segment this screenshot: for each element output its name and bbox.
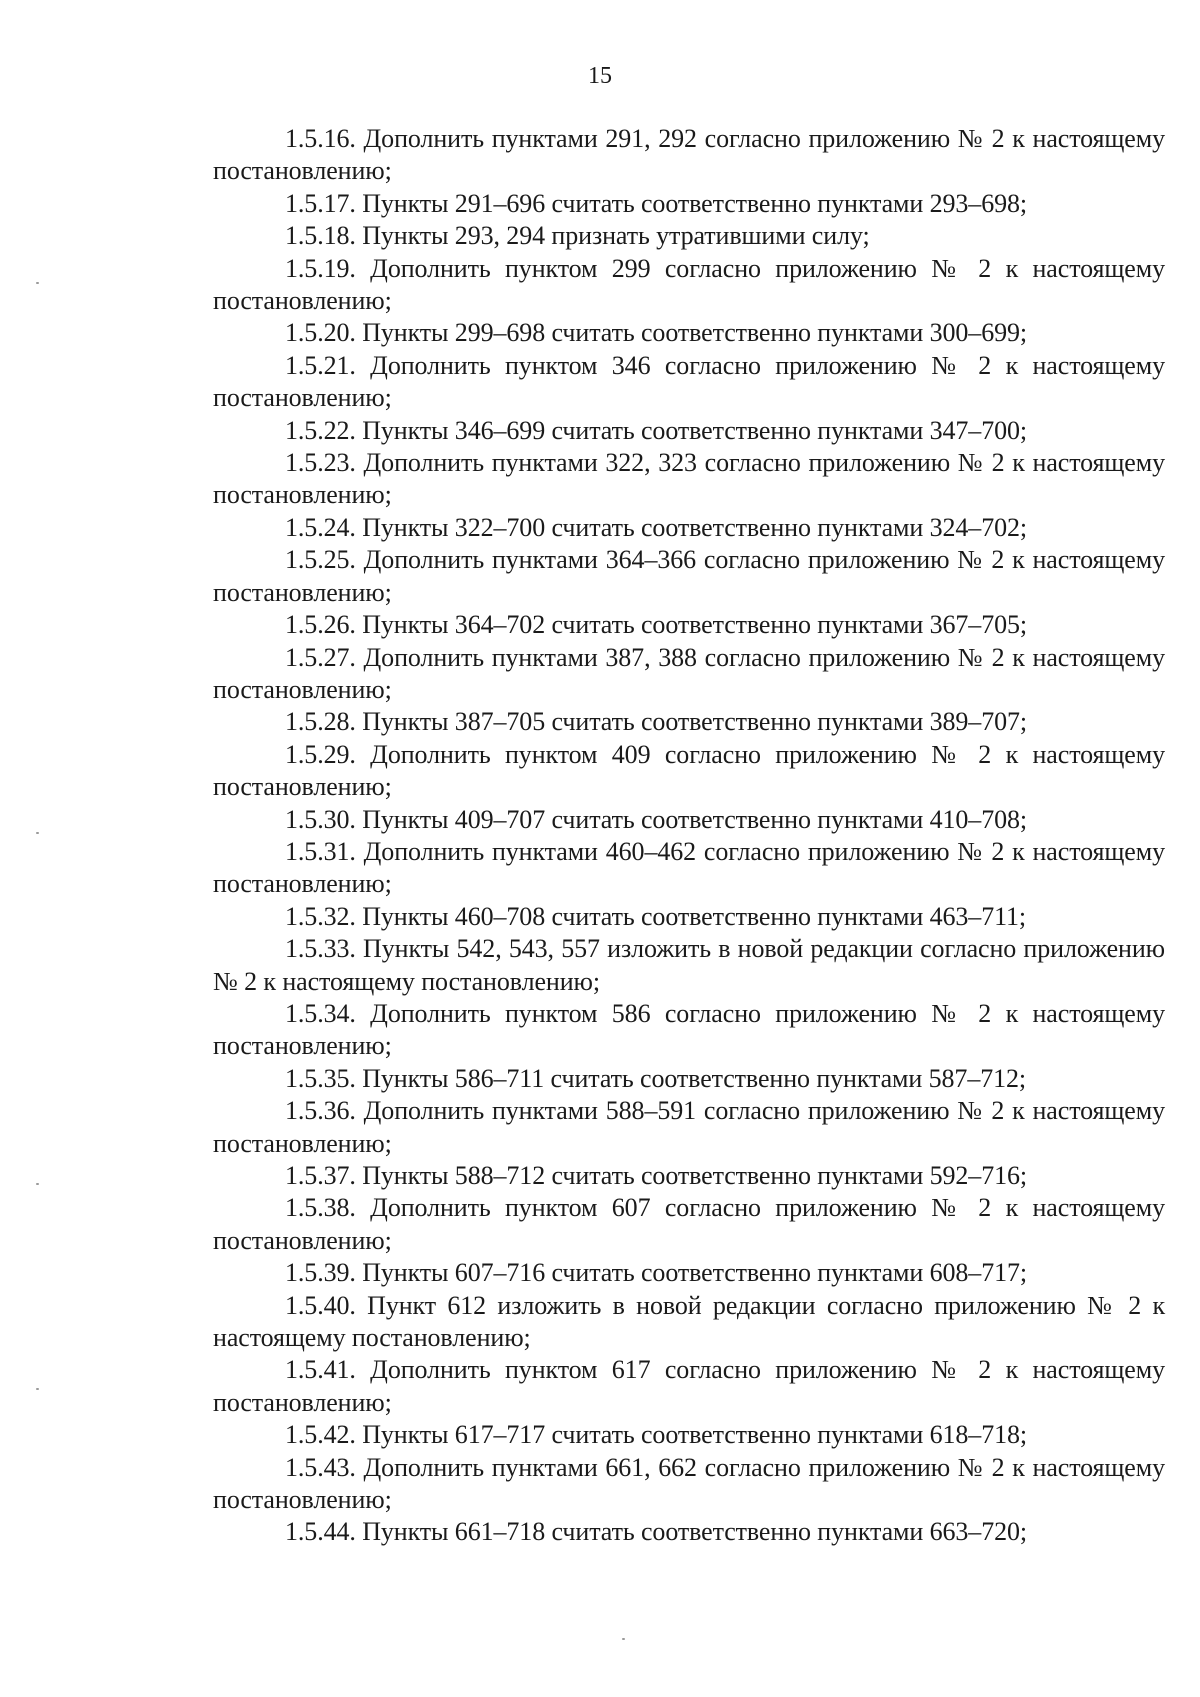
paragraph-1-5-34: 1.5.34. Дополнить пунктом 586 согласно приложению № 2 к настоящему постановлению; — [213, 998, 1165, 1061]
paragraph-1-5-25: 1.5.25. Дополнить пунктами 364–366 согласно приложению № 2 к настоящему постановлению; — [213, 545, 1165, 607]
paragraph-1-5-44: 1.5.44. Пункты 661–718 считать соответственно пунктами 663–720; — [285, 1517, 1028, 1547]
scan-speck — [36, 832, 39, 834]
paragraph-1-5-28: 1.5.28. Пункты 387–705 считать соответственно пунктами 389–707; — [285, 707, 1028, 737]
paragraph-1-5-22: 1.5.22. Пункты 346–699 считать соответственно пунктами 347–700; — [285, 415, 1028, 445]
paragraph-1-5-43: 1.5.43. Дополнить пунктами 661, 662 согласно приложению № 2 к настоящему постановлению; — [213, 1452, 1165, 1515]
document-body — [213, 123, 1165, 1549]
paragraph-1-5-27: 1.5.27. Дополнить пунктами 387, 388 согласно приложению № 2 к настоящему постановлению; — [213, 642, 1165, 704]
paragraph-1-5-40: 1.5.40. Пункт 612 изложить в новой редакции согласно приложению № 2 к настоящему постановлению; — [213, 1290, 1165, 1353]
paragraph-1-5-29: 1.5.29. Дополнить пунктом 409 согласно приложению № 2 к настоящему постановлению; — [213, 739, 1165, 802]
paragraph-1-5-21: 1.5.21. Дополнить пунктом 346 согласно приложению № 2 к настоящему постановлению; — [213, 350, 1165, 413]
scan-speck — [36, 1388, 39, 1390]
paragraph-1-5-35: 1.5.35. Пункты 586–711 считать соответственно пунктами 587–712; — [285, 1063, 1027, 1093]
paragraph-1-5-16: 1.5.16. Дополнить пунктами 291, 292 согласно приложению № 2 к настоящему постановлению; — [213, 124, 1165, 186]
scan-speck — [36, 282, 39, 284]
paragraph-1-5-20: 1.5.20. Пункты 299–698 считать соответственно пунктами 300–699; — [285, 318, 1028, 348]
paragraph-1-5-24: 1.5.24. Пункты 322–700 считать соответственно пунктами 324–702; — [285, 512, 1028, 542]
paragraph-1-5-18: 1.5.18. Пункты 293, 294 признать утратившими силу; — [285, 221, 870, 251]
paragraph-1-5-19: 1.5.19. Дополнить пунктом 299 согласно приложению № 2 к настоящему постановлению; — [213, 253, 1165, 316]
paragraph-1-5-41: 1.5.41. Дополнить пунктом 617 согласно приложению № 2 к настоящему постановлению; — [213, 1355, 1165, 1417]
paragraph-1-5-39: 1.5.39. Пункты 607–716 считать соответственно пунктами 608–717; — [285, 1258, 1028, 1288]
paragraph-1-5-26: 1.5.26. Пункты 364–702 считать соответственно пунктами 367–705; — [285, 610, 1028, 640]
paragraph-1-5-38: 1.5.38. Дополнить пунктом 607 согласно приложению № 2 к настоящему постановлению; — [213, 1193, 1165, 1255]
paragraph-1-5-36: 1.5.36. Дополнить пунктами 588–591 согласно приложению № 2 к настоящему постановлению; — [213, 1096, 1165, 1158]
paragraph-1-5-37: 1.5.37. Пункты 588–712 считать соответственно пунктами 592–716; — [285, 1161, 1028, 1190]
paragraph-1-5-23: 1.5.23. Дополнить пунктами 322, 323 согласно приложению № 2 к настоящему постановлению; — [213, 448, 1165, 510]
paragraph-1-5-42: 1.5.42. Пункты 617–717 считать соответственно пунктами 618–718; — [285, 1420, 1028, 1450]
scan-speck — [622, 1638, 625, 1640]
paragraph-1-5-17: 1.5.17. Пункты 291–696 считать соответственно пунктами 293–698; — [285, 188, 1028, 218]
page-number: 15 — [588, 63, 612, 89]
paragraph-1-5-33: 1.5.33. Пункты 542, 543, 557 изложить в новой редакции согласно приложению № 2 к настоящему постановлению; — [213, 934, 1165, 996]
scan-speck — [36, 1183, 39, 1185]
paragraph-1-5-32: 1.5.32. Пункты 460–708 считать соответственно пунктами 463–711; — [285, 901, 1027, 931]
paragraph-1-5-30: 1.5.30. Пункты 409–707 считать соответственно пунктами 410–708; — [285, 804, 1028, 834]
paragraph-1-5-31: 1.5.31. Дополнить пунктами 460–462 согласно приложению № 2 к настоящему постановлению; — [213, 836, 1165, 899]
